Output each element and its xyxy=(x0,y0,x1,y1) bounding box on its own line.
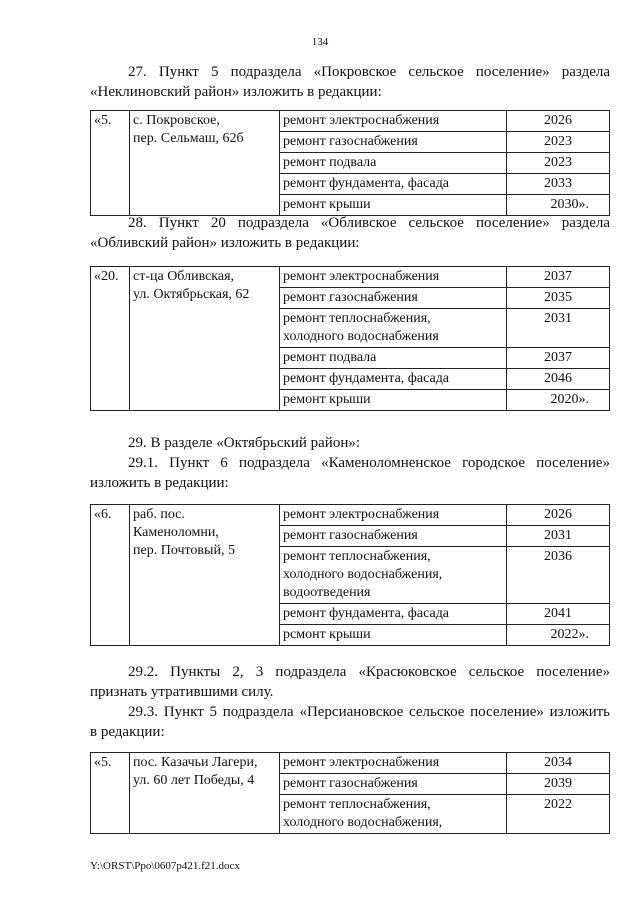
work-type xyxy=(280,547,507,604)
item-address xyxy=(130,753,280,834)
work-year: 2020». xyxy=(507,390,610,411)
item-number: «20. xyxy=(91,267,130,411)
work-type-line: холодного водоснабжения, xyxy=(283,567,443,582)
item-address xyxy=(130,267,280,411)
address-line: с. Покровское, xyxy=(133,113,220,128)
heading-29: 29. В разделе «Октябрьский район»: xyxy=(128,435,361,451)
address-line: ст-ца Обливская, xyxy=(133,269,235,284)
address-line: пер. Почтовый, 5 xyxy=(133,543,235,558)
work-year: 2030». xyxy=(507,195,610,216)
work-type: ремонт фундамента, фасада xyxy=(280,604,507,625)
address-line: раб. пос. xyxy=(133,507,185,522)
paragraph-line: 29.3. Пункт 5 подраздела «Персиановское сельское поселение» изложить xyxy=(128,704,610,720)
work-type-line: ремонт теплоснабжения, xyxy=(283,311,431,326)
work-type: ремонт фундамента, фасада xyxy=(280,369,507,390)
work-type: ремонт крыши xyxy=(280,195,507,216)
address-line: пер. Сельмаш, 62б xyxy=(133,131,244,146)
paragraph-27 xyxy=(90,62,610,102)
work-type: ремонт электроснабжения xyxy=(280,111,507,132)
paragraph-29-3 xyxy=(90,702,610,742)
paragraph-line: 29.1. Пункт 6 подраздела «Каменоломненское городское поселение» xyxy=(128,455,610,471)
work-type: ремонт газоснабжения xyxy=(280,526,507,547)
paragraph-line: 28. Пункт 20 подраздела «Обливское сельское поселение» раздела xyxy=(128,215,610,231)
item-number: «6. xyxy=(91,505,130,646)
paragraph-line: 29.2. Пункты 2, 3 подраздела «Красюковское сельское поселение» xyxy=(128,664,610,680)
work-year: 2031 xyxy=(507,309,610,348)
work-table-29-1 xyxy=(90,504,610,646)
work-year: 2034 xyxy=(507,753,610,774)
work-year: 2026 xyxy=(507,111,610,132)
work-year: 2046 xyxy=(507,369,610,390)
work-type-line: водоотведения xyxy=(283,585,371,600)
item-number: «5. xyxy=(91,753,130,834)
work-type-line: ремонт теплоснабжения, xyxy=(283,797,431,812)
work-year: 2033 xyxy=(507,174,610,195)
paragraph-line: изложить в редакции: xyxy=(90,475,229,491)
paragraph-line: 27. Пункт 5 подраздела «Покровское сельское поселение» раздела xyxy=(128,64,610,80)
work-year: 2031 xyxy=(507,526,610,547)
work-type: ремонт электроснабжения xyxy=(280,753,507,774)
work-type: ремонт газоснабжения xyxy=(280,288,507,309)
work-type-line: холодного водоснабжения xyxy=(283,329,439,344)
item-address xyxy=(130,505,280,646)
file-path-footer: Y:\ORST\Ppo\0607p421.f21.docx xyxy=(90,860,240,872)
paragraph-line: признать утратившими силу. xyxy=(90,684,274,700)
paragraph-line: «Неклиновский район» изложить в редакции: xyxy=(90,84,382,100)
work-year: 2023 xyxy=(507,153,610,174)
work-type: ремонт крыши xyxy=(280,390,507,411)
work-type: рсмонт крыши xyxy=(280,625,507,646)
work-year: 2037 xyxy=(507,267,610,288)
work-type-line: ремонт теплоснабжения, xyxy=(283,549,431,564)
page-number: 134 xyxy=(311,36,329,48)
work-type: ремонт подвала xyxy=(280,153,507,174)
work-type xyxy=(280,795,507,834)
item-number: «5. xyxy=(91,111,130,216)
work-year: 2026 xyxy=(507,505,610,526)
work-year: 2022 xyxy=(507,795,610,834)
paragraph-line: в редакции: xyxy=(90,724,165,740)
paragraph-29-1 xyxy=(90,453,610,493)
work-year: 2037 xyxy=(507,348,610,369)
address-line: ул. Октябрьская, 62 xyxy=(133,287,250,302)
work-type: ремонт электроснабжения xyxy=(280,505,507,526)
work-type: ремонт фундамента, фасада xyxy=(280,174,507,195)
work-year: 2039 xyxy=(507,774,610,795)
item-address xyxy=(130,111,280,216)
paragraph-29-2 xyxy=(90,662,610,702)
paragraph-line: «Обливский район» изложить в редакции: xyxy=(90,235,360,251)
work-year: 2041 xyxy=(507,604,610,625)
work-year: 2035 xyxy=(507,288,610,309)
work-year: 2022». xyxy=(507,625,610,646)
paragraph-28 xyxy=(90,213,610,253)
work-type: ремонт электроснабжения xyxy=(280,267,507,288)
work-type xyxy=(280,309,507,348)
address-line: Каменоломни, xyxy=(133,525,219,540)
work-table-29-3 xyxy=(90,752,610,834)
work-table-28 xyxy=(90,266,610,411)
work-year: 2036 xyxy=(507,547,610,604)
address-line: пос. Казачьи Лагери, xyxy=(133,755,258,770)
work-table-27 xyxy=(90,110,610,216)
work-year: 2023 xyxy=(507,132,610,153)
work-type-line: холодного водоснабжения, xyxy=(283,815,443,830)
address-line: ул. 60 лет Победы, 4 xyxy=(133,773,255,788)
work-type: ремонт подвала xyxy=(280,348,507,369)
work-type: ремонт газоснабжения xyxy=(280,132,507,153)
work-type: ремонт газоснабжения xyxy=(280,774,507,795)
